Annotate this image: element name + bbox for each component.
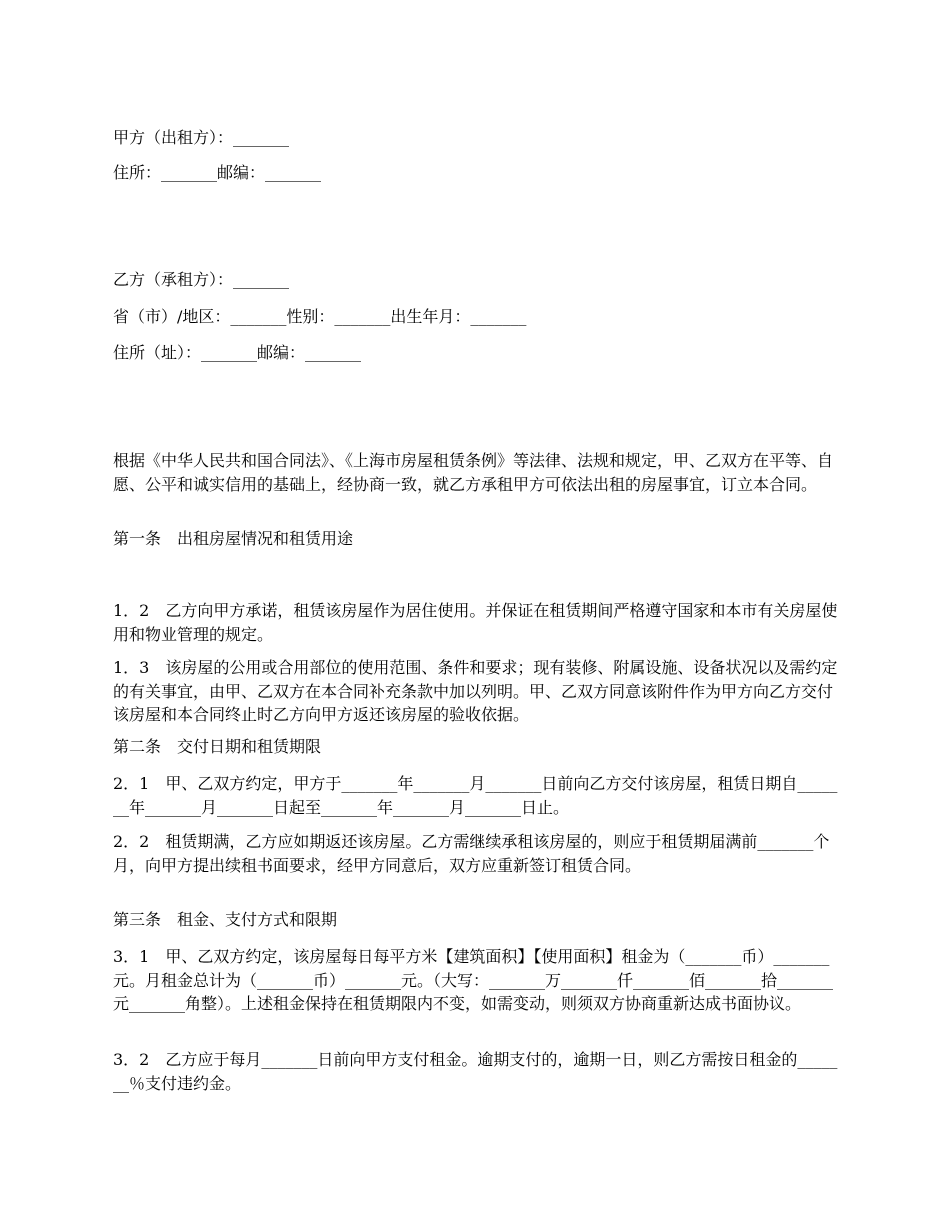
clause-3-2: 3．2 乙方应于每月_______日前向甲方支付租金。逾期支付的，逾期一日，则乙方需按日租金的_______％支付违约金。 [113,1050,838,1093]
clause-3-1: 3．1 甲、乙双方约定，该房屋每日每平方米【建筑面积】【使用面积】租金为（_______币）_______元。月租金总计为（_______币）_______元。（大写：_______万_______仟_______佰_______拾_______元_______角整）。上述租金保持在租赁期限内不变，如需变动，则须双方协商重新达成书面协议。 [113,947,834,1013]
intro-paragraph: 根据《中华人民共和国合同法》、《上海市房屋租赁条例》等法律、法规和规定，甲、乙双方在平等、自愿、公平和诚实信用的基础上，经协商一致，就乙方承租甲方可依法出租的房屋事宜，订立本合同。 [113,451,834,494]
article-3-heading: 第三条 租金、支付方式和限期 [113,910,338,929]
clause-1-2: 1．2 乙方向甲方承诺，租赁该房屋作为居住使用。并保证在租赁期间严格遵守国家和本市有关房屋使用和物业管理的规定。 [113,601,838,644]
party-b-address: 住所（址）：_______邮编：_______ [113,343,362,362]
article-2-heading: 第二条 交付日期和租赁期限 [113,737,322,756]
clause-1-3: 1．3 该房屋的公用或合用部位的使用范围、条件和要求；现有装修、附属设施、设备状况以及需约定的有关事宜，由甲、乙双方在本合同补充条款中加以列明。甲、乙双方同意该附件作为甲方向乙方交付该房屋和本合同终止时乙方向甲方返还该房屋的验收依据。 [113,658,838,724]
party-b-region: 省（市）/地区：_______性别：_______出生年月：_______ [113,307,527,326]
article-1-heading: 第一条 出租房屋情况和租赁用途 [113,529,354,548]
party-a-address: 住所：_______邮编：_______ [113,163,322,182]
party-b-title: 乙方（承租方）：_______ [113,270,290,289]
clause-2-1: 2．1 甲、乙双方约定，甲方于_______年_______月_______日前向乙方交付该房屋，租赁日期自_______年_______月_______日起至_______年_______月_______日止。 [113,774,838,817]
party-a-title: 甲方（出租方）：_______ [113,128,290,147]
clause-2-2: 2．2 租赁期满，乙方应如期返还该房屋。乙方需继续承租该房屋的，则应于租赁期届满前_______个月，向甲方提出续租书面要求，经甲方同意后，双方应重新签订租赁合同。 [113,832,830,875]
